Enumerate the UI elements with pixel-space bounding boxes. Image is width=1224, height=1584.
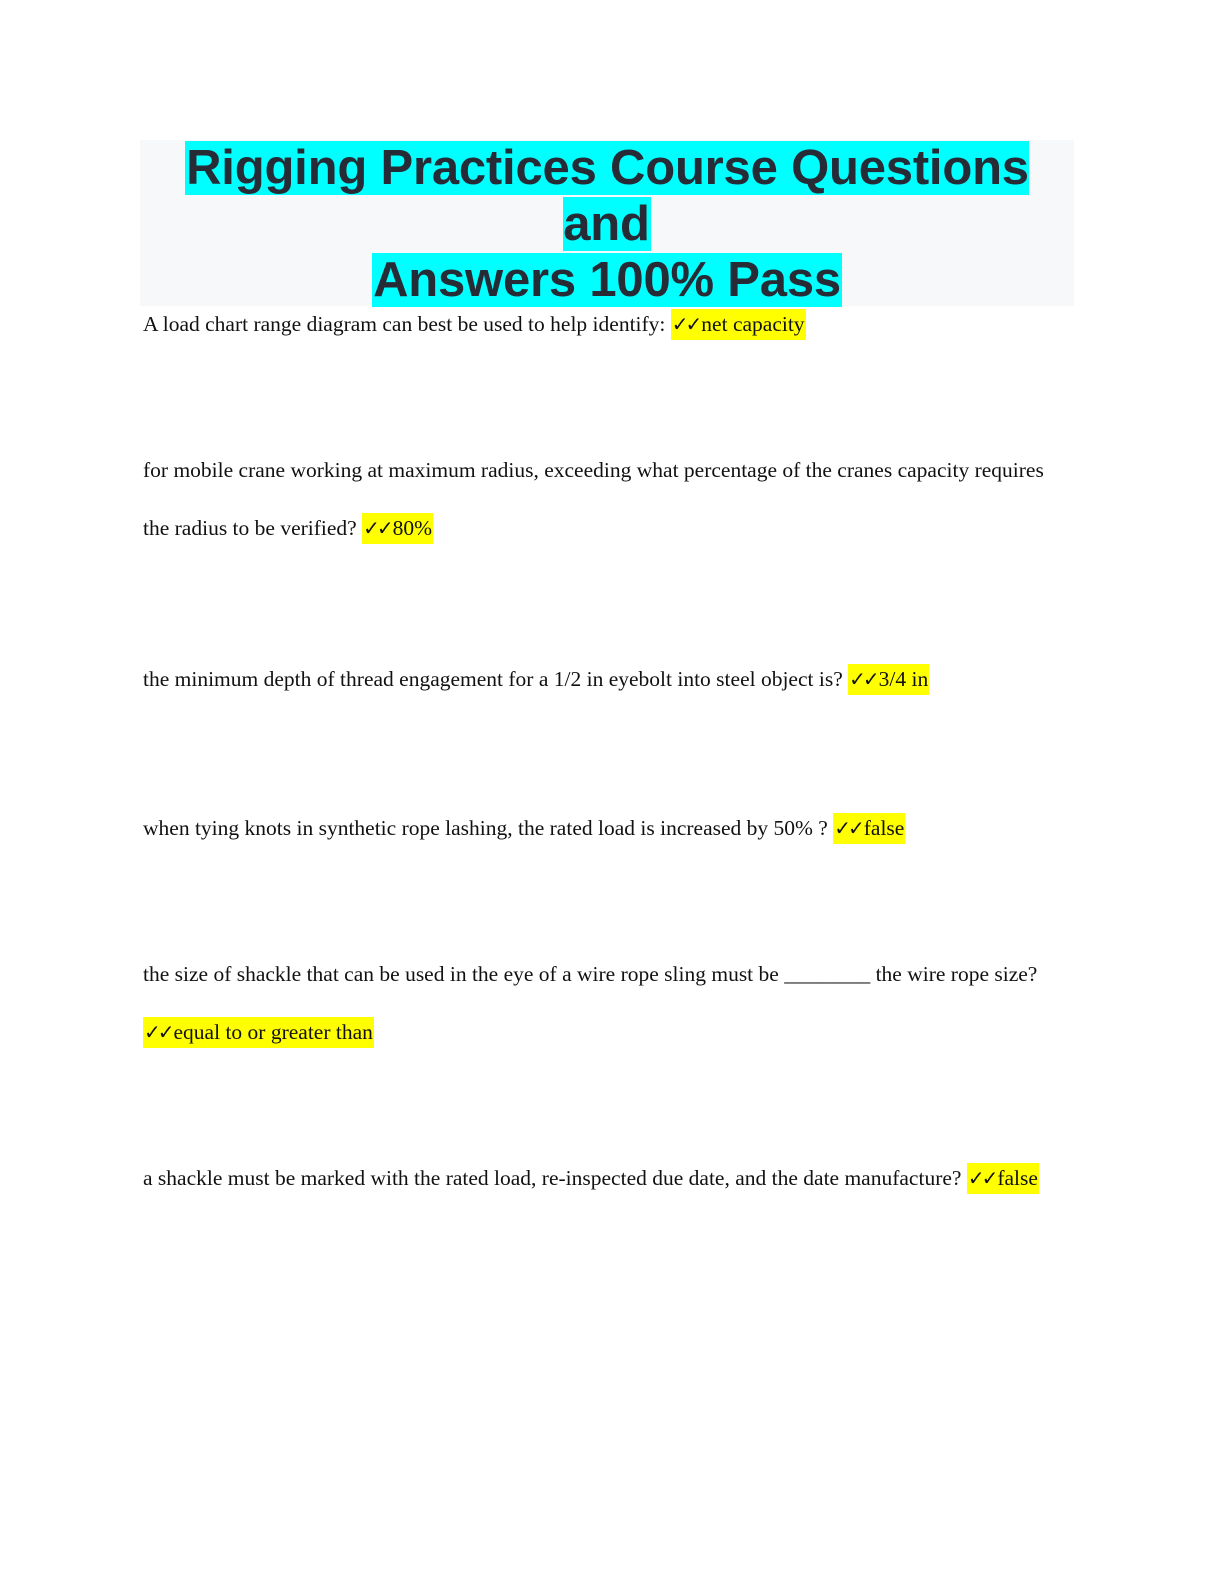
- title-line-2-text: Answers 100% Pass: [373, 253, 841, 307]
- answer-highlight: [848, 664, 929, 695]
- answer-text: net capacity: [701, 312, 805, 336]
- qa-item-1: [143, 295, 1073, 353]
- document-title: [140, 140, 1074, 306]
- qa-item-3: [143, 650, 1073, 708]
- answer-highlight: [967, 1163, 1039, 1194]
- answer-text: 80%: [392, 516, 433, 540]
- double-check-icon: ✓✓: [834, 816, 862, 840]
- qa-item-4: [143, 799, 1073, 857]
- qa-item-5: [143, 945, 1073, 1061]
- double-check-icon: ✓✓: [671, 312, 700, 336]
- answer-text: false: [997, 1166, 1038, 1190]
- answer-highlight: [362, 513, 433, 544]
- question-text: when tying knots in synthetic rope lashing, the rated load is increased by 50% ?: [143, 816, 834, 840]
- answer-highlight: [671, 309, 806, 340]
- question-text: for mobile crane working at maximum radius, exceeding what percentage of the cranes capacity requires the radius to be verified?: [143, 458, 1044, 540]
- question-text: A load chart range diagram can best be used to help identify:: [143, 312, 671, 336]
- double-check-icon: ✓✓: [144, 1020, 172, 1044]
- answer-highlight: [143, 1017, 374, 1048]
- title-line-1-text: Rigging Practices Course Questions and: [186, 141, 1029, 251]
- qa-item-2: [143, 441, 1073, 557]
- answer-highlight: [833, 813, 905, 844]
- double-check-icon: ✓✓: [849, 667, 877, 691]
- qa-item-6: [143, 1149, 1073, 1207]
- question-text: the minimum depth of thread engagement for a 1/2 in eyebolt into steel object is?: [143, 667, 849, 691]
- answer-text: 3/4 in: [878, 667, 929, 691]
- question-text: the size of shackle that can be used in the eye of a wire rope sling must be ________ the wire rope size?: [143, 962, 1038, 986]
- double-check-icon: ✓✓: [967, 1166, 996, 1190]
- double-check-icon: ✓✓: [363, 516, 391, 540]
- title-line-1: [140, 140, 1074, 252]
- question-text: a shackle must be marked with the rated load, re-inspected due date, and the date manufacture?: [143, 1166, 967, 1190]
- answer-text: false: [863, 816, 905, 840]
- answer-text: equal to or greater than: [173, 1020, 373, 1044]
